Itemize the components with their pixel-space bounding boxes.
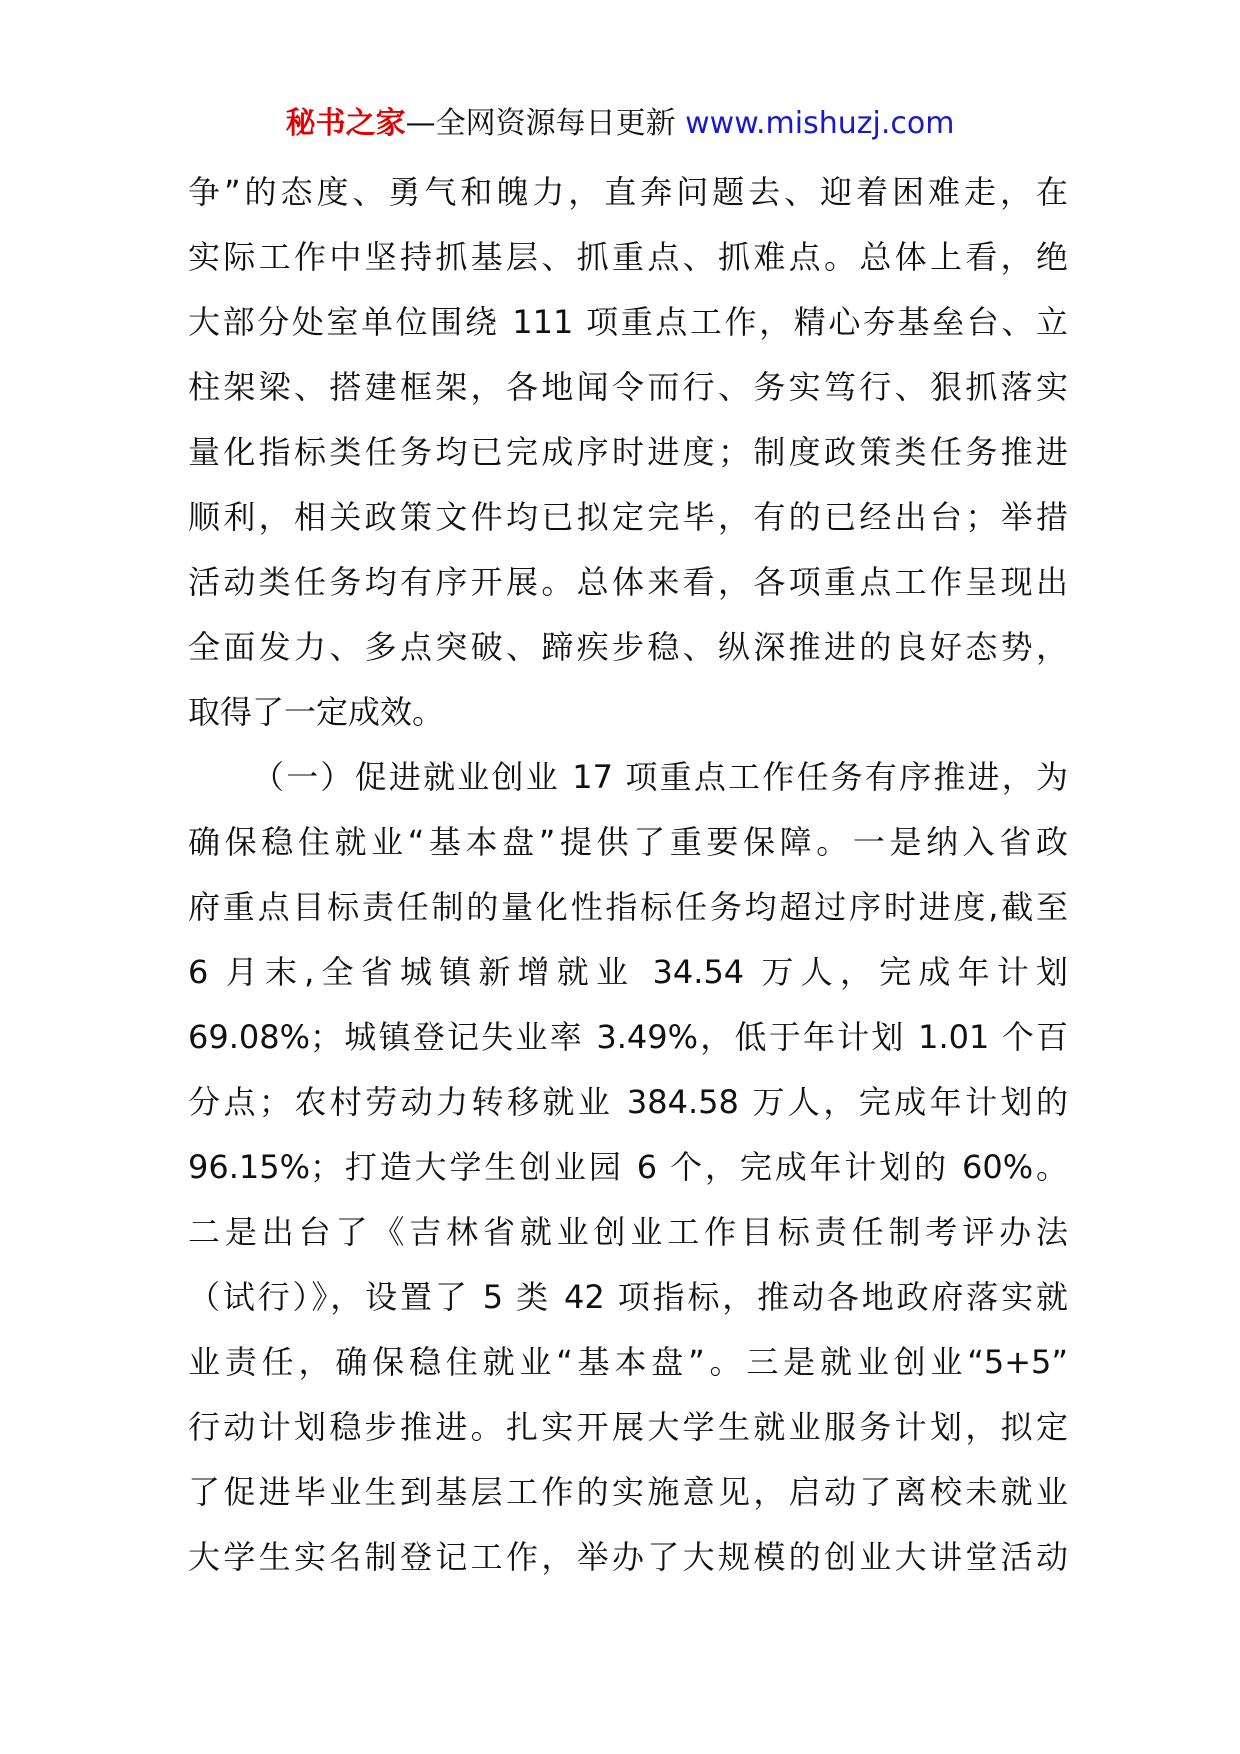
text-line: 6 月末,全省城镇新增就业 34.54 万人，完成年计划 (188, 953, 1068, 991)
page-header (0, 104, 1240, 144)
text-line: 分点；农村劳动力转移就业 384.58 万人，完成年计划的 (188, 1083, 1068, 1121)
text-line: 柱架梁、搭建框架，各地闻令而行、务实笃行、狠抓落实 (188, 368, 1068, 406)
text-line: 了促进毕业生到基层工作的实施意见，启动了离校未就业 (188, 1473, 1068, 1511)
text-line: 大学生实名制登记工作，举办了大规模的创业大讲堂活动 (188, 1538, 1068, 1576)
site-name: 秘书之家 (285, 106, 406, 141)
text-line: （一）促进就业创业 17 项重点工作任务有序推进，为 (252, 758, 1068, 796)
text-line: 活动类任务均有序开展。总体来看，各项重点工作呈现出 (188, 563, 1068, 601)
text-line: （试行）》，设置了 5 类 42 项指标，推动各地政府落实就 (188, 1278, 1068, 1316)
text-line: 二是出台了《吉林省就业创业工作目标责任制考评办法 (188, 1213, 1068, 1251)
text-line: 取得了一定成效。 (188, 693, 445, 731)
text-line: 行动计划稳步推进。扎实开展大学生就业服务计划，拟定 (188, 1408, 1068, 1446)
document-body (188, 160, 1068, 1590)
text-line: 96.15%；打造大学生创业园 6 个，完成年计划的 60%。 (188, 1148, 1068, 1186)
text-line: 确保稳住就业“基本盘”提供了重要保障。一是纳入省政 (188, 823, 1068, 861)
text-line: 实际工作中坚持抓基层、抓重点、抓难点。总体上看，绝 (188, 238, 1068, 276)
text-line: 业责任，确保稳住就业“基本盘”。三是就业创业“5+5” (188, 1343, 1068, 1381)
paragraph-1 (188, 160, 1068, 745)
text-line: 府重点目标责任制的量化性指标任务均超过序时进度,截至 (188, 888, 1068, 926)
text-line: 量化指标类任务均已完成序时进度；制度政策类任务推进 (188, 433, 1068, 471)
text-line: 争”的态度、勇气和魄力，直奔问题去、迎着困难走，在 (188, 173, 1068, 211)
paragraph-2 (188, 745, 1068, 1590)
text-line: 69.08%；城镇登记失业率 3.49%，低于年计划 1.01 个百 (188, 1018, 1068, 1056)
text-line: 大部分处室单位围绕 111 项重点工作，精心夯基垒台、立 (188, 303, 1068, 341)
text-line: 顺利，相关政策文件均已拟定完毕，有的已经出台；举措 (188, 498, 1068, 536)
text-line: 全面发力、多点突破、蹄疾步稳、纵深推进的良好态势， (188, 628, 1068, 666)
site-url-link[interactable]: www.mishuzj.com (685, 106, 955, 141)
site-tagline: —全网资源每日更新 (405, 106, 676, 141)
